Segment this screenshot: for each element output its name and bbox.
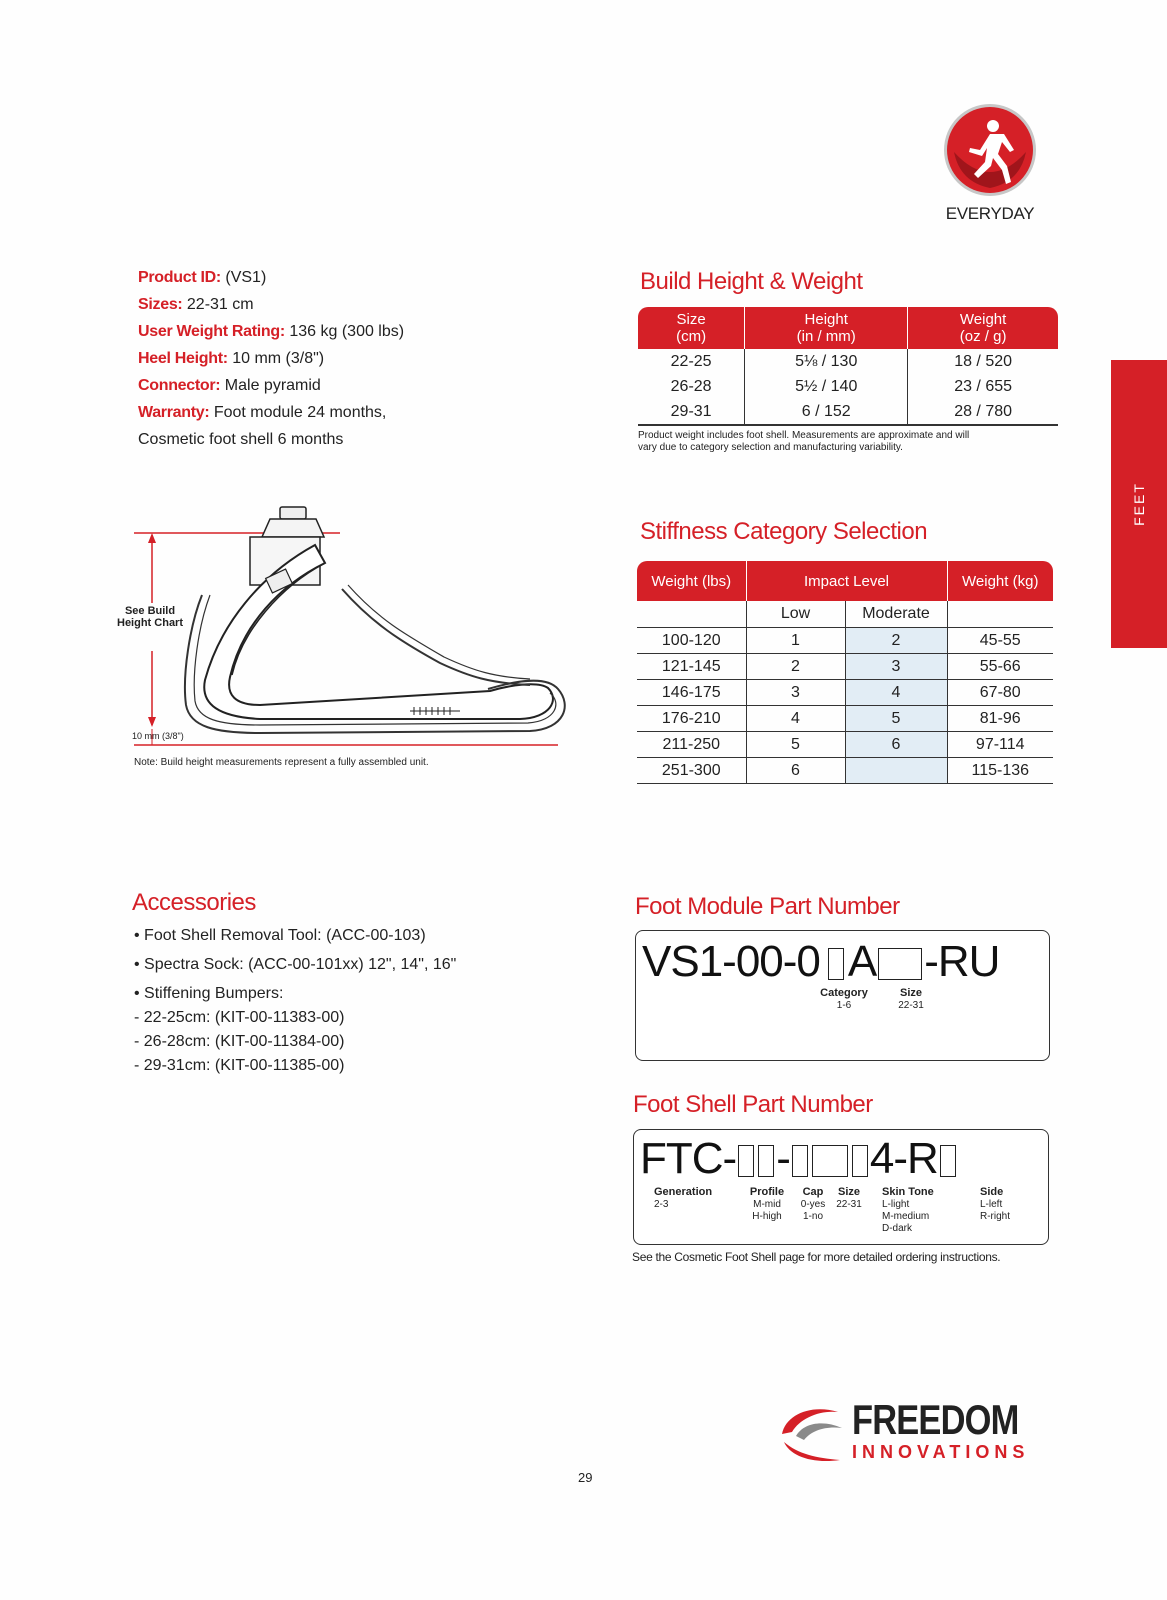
spec-warranty-continued: Cosmetic foot shell 6 months (138, 431, 344, 448)
spec-connector: Connector: Male pyramid (138, 377, 321, 394)
spec-weight-rating: User Weight Rating: 136 kg (300 lbs) (138, 323, 405, 340)
list-item: • Stiffening Bumpers: (134, 985, 284, 1002)
subheader-low: Low (746, 601, 845, 628)
table-row: 146-175 3 4 67-80 (637, 680, 1053, 706)
everyday-badge (940, 100, 1040, 225)
stiffness-title: Stiffness Category Selection (640, 518, 928, 545)
shell-size-slot (812, 1145, 848, 1177)
foot-diagram (110, 505, 570, 775)
col-weight: Weight (oz / g) (908, 307, 1058, 349)
size-slot (878, 948, 922, 980)
skin-tone-slot (852, 1145, 868, 1177)
swoosh-icon (776, 1398, 856, 1470)
spec-warranty: Warranty: Foot module 24 months, (138, 404, 387, 421)
side-tab-label: FEET (1131, 482, 1147, 526)
table-row: 176-210 4 5 81-96 (637, 706, 1053, 732)
profile-slot (758, 1145, 774, 1177)
list-item: - 22-25cm: (KIT-00-11383-00) (134, 1009, 345, 1026)
side-caption: Side L-left R-right (980, 1186, 1011, 1222)
size-caption: Size 22-31 (898, 987, 924, 1011)
table-row: 251-300 6 115-136 (637, 758, 1053, 784)
page-number: 29 (578, 1470, 593, 1485)
category-caption: Category 1-6 (820, 987, 868, 1011)
foot-shell-code: FTC- - 4-R (640, 1134, 958, 1184)
table-subheader-row (637, 601, 1053, 628)
stiffness-table-wrap (637, 561, 1053, 784)
list-item: - 29-31cm: (KIT-00-11385-00) (134, 1057, 345, 1074)
col-size: Size (cm) (638, 307, 745, 349)
foot-module-code: VS1-00-0 A -RU (642, 937, 1000, 986)
accessories-list (134, 924, 554, 1078)
side-slot (940, 1145, 956, 1177)
brand-tagline: INNOVATIONS (852, 1442, 1030, 1462)
subheader-moderate: Moderate (845, 601, 947, 628)
build-height-table (638, 307, 1058, 426)
foot-shell-part-number (633, 1129, 1049, 1245)
table-row: 26-28 5½ / 140 23 / 655 (638, 374, 1058, 399)
list-item: - 26-28cm: (KIT-00-11384-00) (134, 1033, 345, 1050)
col-height: Height (in / mm) (745, 307, 908, 349)
list-item: • Foot Shell Removal Tool: (ACC-00-103) (134, 927, 426, 944)
build-height-table-wrap (638, 307, 1068, 454)
foot-module-title: Foot Module Part Number (635, 893, 900, 920)
stiffness-table (637, 561, 1053, 784)
heel-height-label: 10 mm (3/8") (132, 731, 184, 741)
badge-label: EVERYDAY (945, 204, 1035, 223)
cap-slot (792, 1145, 808, 1177)
accessories-title: Accessories (132, 889, 256, 916)
col-weight-kg: Weight (kg) (947, 561, 1053, 601)
brand-name: FREEDOM (852, 1396, 1019, 1443)
side-tab (1111, 360, 1167, 648)
foot-module-part-number (635, 930, 1050, 1061)
spec-sizes: Sizes: 22-31 cm (138, 296, 254, 313)
category-slot (828, 948, 844, 980)
table-row: 22-25 5⅛ / 130 18 / 520 (638, 349, 1058, 374)
diagram-label: See Build Height Chart (117, 605, 183, 629)
col-weight-lbs: Weight (lbs) (637, 561, 746, 601)
foot-shell-title: Foot Shell Part Number (633, 1091, 873, 1118)
spec-product-id: Product ID: (VS1) (138, 269, 267, 286)
build-height-note: Product weight includes foot shell. Measurements are approximate and will vary due to category selection and manufacturing variability. (638, 430, 970, 453)
foot-shell-note: See the Cosmetic Foot Shell page for more detailed ordering instructions. (632, 1250, 1001, 1264)
runner-icon (940, 100, 1040, 200)
build-height-title: Build Height & Weight (640, 268, 863, 295)
generation-caption: Generation 2-3 (654, 1186, 713, 1210)
spec-heel-height: Heel Height: 10 mm (3/8") (138, 350, 325, 367)
foot-illustration (110, 505, 570, 755)
table-row: 211-250 5 6 97-114 (637, 732, 1053, 758)
list-item: • Spectra Sock: (ACC-00-101xx) 12", 14", 16" (134, 956, 457, 973)
cap-caption: Cap 0-yes 1-no (800, 1186, 826, 1222)
table-row: 121-145 2 3 55-66 (637, 654, 1053, 680)
freedom-innovations-logo (776, 1398, 1056, 1470)
product-specs (138, 264, 558, 453)
shell-size-caption: Size 22-31 (836, 1186, 862, 1210)
profile-caption: Profile M-mid H-high (749, 1186, 785, 1222)
generation-slot (738, 1145, 754, 1177)
table-row: 100-120 1 2 45-55 (637, 628, 1053, 654)
skin-tone-caption: Skin Tone L-light M-medium D-dark (882, 1186, 934, 1234)
table-row: 29-31 6 / 152 28 / 780 (638, 399, 1058, 425)
diagram-note: Note: Build height measurements represent a fully assembled unit. (134, 757, 429, 768)
col-impact-level: Impact Level (746, 561, 947, 601)
